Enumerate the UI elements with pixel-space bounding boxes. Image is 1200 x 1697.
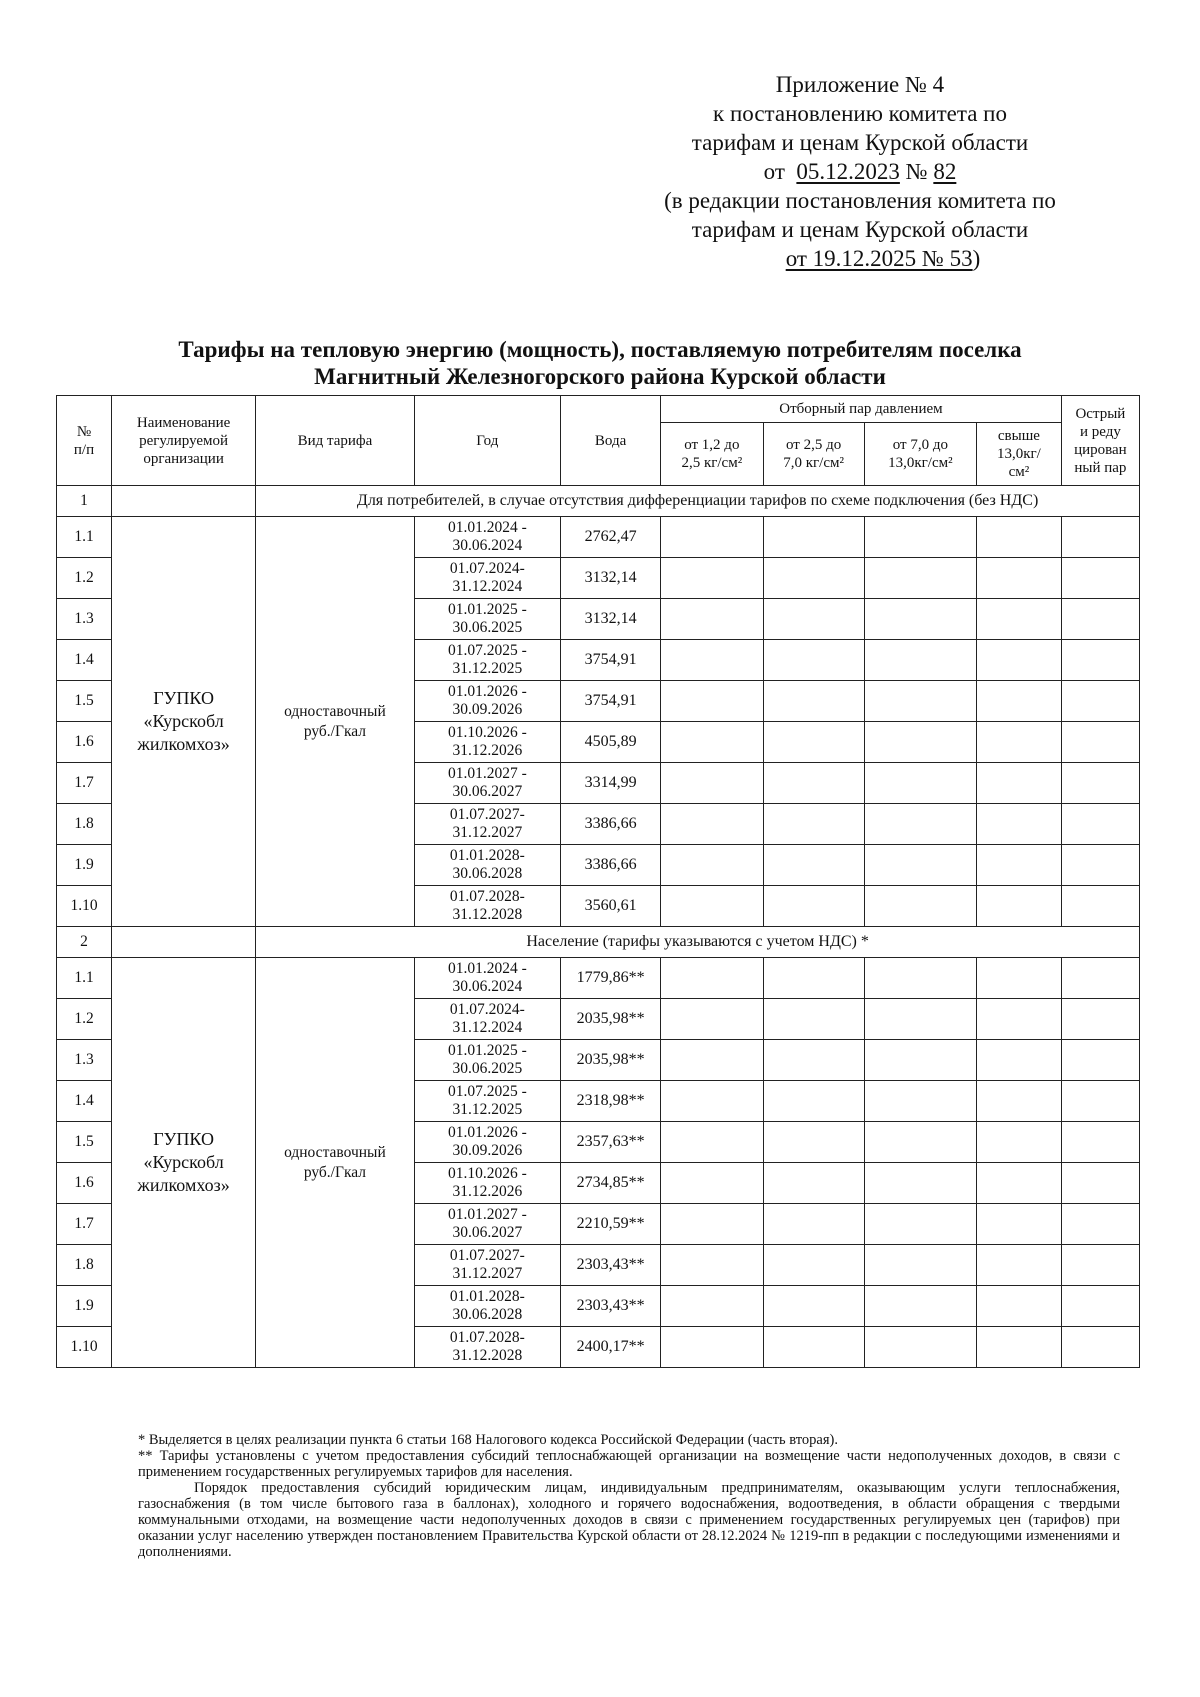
period-from: 01.01.2028- bbox=[449, 847, 525, 864]
steam-3-cell bbox=[864, 640, 976, 681]
water-tariff: 2762,47 bbox=[561, 517, 661, 558]
sharp-steam-cell bbox=[1061, 1327, 1139, 1368]
organization-name-line: «Курскобл bbox=[143, 711, 224, 731]
row-number: 1.1 bbox=[57, 517, 112, 558]
sharp-steam-cell bbox=[1061, 599, 1139, 640]
period-to: 31.12.2026 bbox=[452, 742, 523, 759]
row-number: 1.10 bbox=[57, 1327, 112, 1368]
tariff-kind-line: одноставочный bbox=[284, 1143, 386, 1161]
header-steam-1: от 1,2 до 2,5 кг/см² bbox=[661, 423, 763, 486]
water-tariff: 3754,91 bbox=[561, 681, 661, 722]
table-row bbox=[57, 517, 1140, 558]
period-from: 01.01.2024 - bbox=[447, 519, 527, 536]
tariff-kind bbox=[256, 958, 414, 1368]
steam-4-cell bbox=[977, 845, 1062, 886]
appendix-line: тарифам и ценам Курской области bbox=[691, 130, 1029, 155]
period-cell bbox=[414, 722, 560, 763]
period-to: 31.12.2026 bbox=[452, 1183, 523, 1200]
period-to: 30.06.2028 bbox=[452, 1306, 523, 1323]
period-to: 31.12.2028 bbox=[452, 906, 523, 923]
title-line: Тарифы на тепловую энергию (мощность), поставляемую потребителям поселка bbox=[178, 337, 1022, 362]
water-tariff: 2318,98** bbox=[561, 1081, 661, 1122]
period-from: 01.07.2027- bbox=[449, 1247, 525, 1264]
organization-name-line: «Курскобл bbox=[143, 1152, 224, 1172]
steam-4-cell bbox=[977, 722, 1062, 763]
period-to: 30.06.2025 bbox=[452, 1060, 523, 1077]
period-to: 30.09.2026 bbox=[452, 701, 523, 718]
row-number: 1.7 bbox=[57, 763, 112, 804]
water-tariff: 2210,59** bbox=[561, 1204, 661, 1245]
steam-2-cell bbox=[763, 1245, 864, 1286]
footnote-1: * Выделяется в целях реализации пункта 6 статьи 168 Налогового кодекса Российской Федерации (часть вторая). bbox=[138, 1432, 838, 1448]
tariff-kind-line: одноставочный bbox=[284, 702, 386, 720]
steam-3-cell bbox=[864, 1122, 976, 1163]
steam-1-cell bbox=[661, 763, 763, 804]
row-number: 1.10 bbox=[57, 886, 112, 927]
row-number: 1.6 bbox=[57, 1163, 112, 1204]
steam-2-cell bbox=[763, 845, 864, 886]
header-sharp-steam: Острый и реду цирован ный пар bbox=[1061, 396, 1139, 486]
appendix-line: (в редакции постановления комитета по bbox=[664, 188, 1056, 213]
water-tariff: 2035,98** bbox=[561, 1040, 661, 1081]
section-1-body bbox=[57, 486, 1140, 927]
steam-2-cell bbox=[763, 958, 864, 999]
header-tariff-kind: Вид тарифа bbox=[256, 396, 414, 486]
period-from: 01.10.2026 - bbox=[447, 724, 527, 741]
steam-3-cell bbox=[864, 599, 976, 640]
steam-1-cell bbox=[661, 1286, 763, 1327]
sharp-steam-cell bbox=[1061, 1286, 1139, 1327]
appendix-close-paren: ) bbox=[972, 246, 981, 271]
appendix-from-label: от bbox=[763, 159, 785, 184]
steam-1-cell bbox=[661, 681, 763, 722]
steam-2-cell bbox=[763, 1081, 864, 1122]
steam-2-cell bbox=[763, 1163, 864, 1204]
row-number: 1.3 bbox=[57, 599, 112, 640]
steam-4-cell bbox=[977, 1081, 1062, 1122]
period-from: 01.01.2025 - bbox=[447, 601, 527, 618]
steam-2-cell bbox=[763, 681, 864, 722]
steam-1-cell bbox=[661, 1204, 763, 1245]
appendix-header bbox=[600, 70, 1120, 273]
organization-name-line: жилкомхоз» bbox=[137, 1175, 230, 1195]
period-to: 31.12.2025 bbox=[452, 1101, 523, 1118]
row-number: 1.2 bbox=[57, 999, 112, 1040]
period-to: 30.06.2025 bbox=[452, 619, 523, 636]
period-cell bbox=[414, 1040, 560, 1081]
steam-3-cell bbox=[864, 763, 976, 804]
steam-2-cell bbox=[763, 804, 864, 845]
steam-2-cell bbox=[763, 886, 864, 927]
row-number: 1.6 bbox=[57, 722, 112, 763]
row-number: 1.5 bbox=[57, 1122, 112, 1163]
appendix-line: тарифам и ценам Курской области bbox=[691, 217, 1029, 242]
period-cell bbox=[414, 1081, 560, 1122]
steam-3-cell bbox=[864, 804, 976, 845]
row-number: 1.8 bbox=[57, 804, 112, 845]
water-tariff: 3314,99 bbox=[561, 763, 661, 804]
steam-4-cell bbox=[977, 1040, 1062, 1081]
period-to: 30.06.2024 bbox=[452, 978, 523, 995]
water-tariff: 2357,63** bbox=[561, 1122, 661, 1163]
period-to: 30.06.2027 bbox=[452, 783, 523, 800]
steam-1-cell bbox=[661, 886, 763, 927]
period-cell bbox=[414, 558, 560, 599]
sharp-steam-cell bbox=[1061, 804, 1139, 845]
row-number: 1.4 bbox=[57, 1081, 112, 1122]
water-tariff: 2303,43** bbox=[561, 1286, 661, 1327]
steam-2-cell bbox=[763, 1327, 864, 1368]
water-tariff: 3754,91 bbox=[561, 640, 661, 681]
steam-2-cell bbox=[763, 722, 864, 763]
organization-name-line: ГУПКО bbox=[153, 688, 214, 708]
steam-4-cell bbox=[977, 763, 1062, 804]
sharp-steam-cell bbox=[1061, 558, 1139, 599]
steam-1-cell bbox=[661, 845, 763, 886]
steam-3-cell bbox=[864, 886, 976, 927]
section-number: 1 bbox=[57, 486, 112, 517]
period-from: 01.07.2025 - bbox=[447, 1083, 527, 1100]
steam-3-cell bbox=[864, 845, 976, 886]
period-to: 31.12.2027 bbox=[452, 824, 523, 841]
appendix-date-line bbox=[600, 157, 1120, 186]
sharp-steam-cell bbox=[1061, 999, 1139, 1040]
water-tariff: 3386,66 bbox=[561, 845, 661, 886]
steam-2-cell bbox=[763, 1204, 864, 1245]
sharp-steam-cell bbox=[1061, 1040, 1139, 1081]
sharp-steam-cell bbox=[1061, 886, 1139, 927]
row-number: 1.1 bbox=[57, 958, 112, 999]
water-tariff: 2734,85** bbox=[561, 1163, 661, 1204]
steam-1-cell bbox=[661, 958, 763, 999]
steam-2-cell bbox=[763, 763, 864, 804]
period-to: 31.12.2028 bbox=[452, 1347, 523, 1364]
header-year: Год bbox=[414, 396, 560, 486]
steam-3-cell bbox=[864, 1286, 976, 1327]
period-from: 01.07.2028- bbox=[449, 888, 525, 905]
steam-1-cell bbox=[661, 1327, 763, 1368]
row-number: 1.2 bbox=[57, 558, 112, 599]
steam-4-cell bbox=[977, 1204, 1062, 1245]
sharp-steam-cell bbox=[1061, 722, 1139, 763]
period-cell bbox=[414, 763, 560, 804]
steam-3-cell bbox=[864, 558, 976, 599]
steam-4-cell bbox=[977, 1327, 1062, 1368]
period-cell bbox=[414, 1286, 560, 1327]
document-title bbox=[60, 336, 1140, 390]
steam-1-cell bbox=[661, 517, 763, 558]
steam-1-cell bbox=[661, 599, 763, 640]
steam-2-cell bbox=[763, 558, 864, 599]
period-cell bbox=[414, 681, 560, 722]
water-tariff: 3386,66 bbox=[561, 804, 661, 845]
steam-2-cell bbox=[763, 1122, 864, 1163]
water-tariff: 3560,61 bbox=[561, 886, 661, 927]
row-number: 1.7 bbox=[57, 1204, 112, 1245]
table-row bbox=[57, 958, 1140, 999]
row-number: 1.3 bbox=[57, 1040, 112, 1081]
water-tariff: 1779,86** bbox=[561, 958, 661, 999]
sharp-steam-cell bbox=[1061, 845, 1139, 886]
steam-4-cell bbox=[977, 681, 1062, 722]
sharp-steam-cell bbox=[1061, 1081, 1139, 1122]
appendix-no-label: № bbox=[905, 159, 928, 184]
steam-1-cell bbox=[661, 1081, 763, 1122]
steam-4-cell bbox=[977, 958, 1062, 999]
header-steam-4: свыше 13,0кг/ см² bbox=[977, 423, 1062, 486]
sharp-steam-cell bbox=[1061, 1163, 1139, 1204]
steam-1-cell bbox=[661, 722, 763, 763]
steam-2-cell bbox=[763, 999, 864, 1040]
row-number: 1.5 bbox=[57, 681, 112, 722]
organization-name bbox=[112, 958, 256, 1368]
water-tariff: 3132,14 bbox=[561, 599, 661, 640]
period-to: 30.09.2026 bbox=[452, 1142, 523, 1159]
steam-3-cell bbox=[864, 1081, 976, 1122]
steam-1-cell bbox=[661, 999, 763, 1040]
steam-3-cell bbox=[864, 1327, 976, 1368]
steam-3-cell bbox=[864, 722, 976, 763]
period-from: 01.07.2024- bbox=[449, 1001, 525, 1018]
section-label: Для потребителей, в случае отсутствия дифференциации тарифов по схеме подключения (без НДС) bbox=[256, 486, 1140, 517]
steam-4-cell bbox=[977, 804, 1062, 845]
period-cell bbox=[414, 845, 560, 886]
header-steam-3: от 7,0 до 13,0кг/см² bbox=[864, 423, 976, 486]
sharp-steam-cell bbox=[1061, 958, 1139, 999]
sharp-steam-cell bbox=[1061, 1122, 1139, 1163]
sharp-steam-cell bbox=[1061, 640, 1139, 681]
steam-4-cell bbox=[977, 599, 1062, 640]
period-from: 01.01.2028- bbox=[449, 1288, 525, 1305]
period-cell bbox=[414, 517, 560, 558]
steam-1-cell bbox=[661, 640, 763, 681]
header-num: № п/п bbox=[57, 396, 112, 486]
period-cell bbox=[414, 640, 560, 681]
steam-4-cell bbox=[977, 999, 1062, 1040]
appendix-line: Приложение № 4 bbox=[775, 72, 945, 97]
steam-4-cell bbox=[977, 517, 1062, 558]
period-from: 01.01.2024 - bbox=[447, 960, 527, 977]
section-number: 2 bbox=[57, 927, 112, 958]
steam-1-cell bbox=[661, 804, 763, 845]
steam-4-cell bbox=[977, 1163, 1062, 1204]
period-to: 31.12.2024 bbox=[452, 1019, 523, 1036]
appendix-date: 05.12.2023 bbox=[796, 159, 900, 184]
tariff-table bbox=[56, 395, 1140, 1368]
steam-2-cell bbox=[763, 1040, 864, 1081]
steam-4-cell bbox=[977, 1286, 1062, 1327]
organization-name bbox=[112, 517, 256, 927]
sharp-steam-cell bbox=[1061, 1245, 1139, 1286]
tariff-kind-line: руб./Гкал bbox=[303, 1163, 366, 1181]
tariff-kind-line: руб./Гкал bbox=[303, 722, 366, 740]
water-tariff: 2035,98** bbox=[561, 999, 661, 1040]
steam-4-cell bbox=[977, 1245, 1062, 1286]
footnote-3: Порядок предоставления субсидий юридическим лицам, индивидуальным предпринимателям, оказывающим услуги теплоснабжения, газоснабжения (в том числе бытового газа в баллонах), холодного и горячего водоснабжения, водоотведения, в области обращения с твердыми коммунальными отходами, на возмещение части недополученных доходов в связи с применением государственных регулируемых цен (тарифов) при оказании услуг населению утвержден постановлением Правительства Курской области от 28.12.2024 № 1219-пп в редакции с последующими изменениями и дополнениями. bbox=[138, 1480, 1120, 1560]
row-number: 1.9 bbox=[57, 845, 112, 886]
header-organization: Наименование регулируемой организации bbox=[112, 396, 256, 486]
period-from: 01.07.2024- bbox=[449, 560, 525, 577]
period-from: 01.01.2026 - bbox=[447, 1124, 527, 1141]
period-to: 30.06.2024 bbox=[452, 537, 523, 554]
water-tariff: 2400,17** bbox=[561, 1327, 661, 1368]
steam-3-cell bbox=[864, 681, 976, 722]
header-steam-2: от 2,5 до 7,0 кг/см² bbox=[763, 423, 864, 486]
header-water: Вода bbox=[561, 396, 661, 486]
period-cell bbox=[414, 1245, 560, 1286]
period-cell bbox=[414, 1122, 560, 1163]
steam-3-cell bbox=[864, 958, 976, 999]
steam-1-cell bbox=[661, 1040, 763, 1081]
period-cell bbox=[414, 1163, 560, 1204]
period-from: 01.07.2025 - bbox=[447, 642, 527, 659]
steam-4-cell bbox=[977, 1122, 1062, 1163]
organization-name-line: ГУПКО bbox=[153, 1129, 214, 1149]
sharp-steam-cell bbox=[1061, 763, 1139, 804]
steam-2-cell bbox=[763, 517, 864, 558]
period-from: 01.07.2027- bbox=[449, 806, 525, 823]
footnote-2: ** Тарифы установлены с учетом предоставления субсидий теплоснабжающей организации на возмещение части недополученных доходов, в связи с применением государственных регулируемых тарифов для населения. bbox=[138, 1448, 1120, 1480]
tariff-kind bbox=[256, 517, 414, 927]
period-from: 01.01.2027 - bbox=[447, 765, 527, 782]
period-cell bbox=[414, 999, 560, 1040]
sharp-steam-cell bbox=[1061, 681, 1139, 722]
steam-2-cell bbox=[763, 1286, 864, 1327]
steam-4-cell bbox=[977, 640, 1062, 681]
steam-4-cell bbox=[977, 558, 1062, 599]
period-from: 01.01.2026 - bbox=[447, 683, 527, 700]
steam-3-cell bbox=[864, 1245, 976, 1286]
steam-3-cell bbox=[864, 517, 976, 558]
period-from: 01.01.2025 - bbox=[447, 1042, 527, 1059]
period-cell bbox=[414, 1204, 560, 1245]
period-cell bbox=[414, 804, 560, 845]
period-to: 30.06.2027 bbox=[452, 1224, 523, 1241]
water-tariff: 2303,43** bbox=[561, 1245, 661, 1286]
header-steam-group: Отборный пар давлением bbox=[661, 396, 1062, 423]
row-number: 1.4 bbox=[57, 640, 112, 681]
footnotes bbox=[138, 1432, 1120, 1560]
sharp-steam-cell bbox=[1061, 1204, 1139, 1245]
steam-3-cell bbox=[864, 1040, 976, 1081]
period-cell bbox=[414, 886, 560, 927]
organization-name-line: жилкомхоз» bbox=[137, 734, 230, 754]
title-line: Магнитный Железногорского района Курской области bbox=[314, 364, 886, 389]
steam-1-cell bbox=[661, 1245, 763, 1286]
period-from: 01.10.2026 - bbox=[447, 1165, 527, 1182]
steam-3-cell bbox=[864, 1163, 976, 1204]
section-label: Население (тарифы указываются с учетом НДС) * bbox=[256, 927, 1140, 958]
steam-2-cell bbox=[763, 599, 864, 640]
period-to: 31.12.2027 bbox=[452, 1265, 523, 1282]
period-from: 01.07.2028- bbox=[449, 1329, 525, 1346]
steam-1-cell bbox=[661, 1122, 763, 1163]
period-from: 01.01.2027 - bbox=[447, 1206, 527, 1223]
steam-1-cell bbox=[661, 558, 763, 599]
steam-4-cell bbox=[977, 886, 1062, 927]
row-number: 1.9 bbox=[57, 1286, 112, 1327]
steam-1-cell bbox=[661, 1163, 763, 1204]
period-cell bbox=[414, 599, 560, 640]
row-number: 1.8 bbox=[57, 1245, 112, 1286]
appendix-edition-ref: от 19.12.2025 № 53 bbox=[785, 246, 973, 271]
period-to: 31.12.2025 bbox=[452, 660, 523, 677]
section-blank bbox=[112, 927, 256, 958]
steam-2-cell bbox=[763, 640, 864, 681]
period-to: 30.06.2028 bbox=[452, 865, 523, 882]
section-2-body bbox=[57, 927, 1140, 1368]
water-tariff: 3132,14 bbox=[561, 558, 661, 599]
appendix-number: 82 bbox=[933, 159, 957, 184]
period-cell bbox=[414, 958, 560, 999]
sharp-steam-cell bbox=[1061, 517, 1139, 558]
steam-3-cell bbox=[864, 999, 976, 1040]
period-to: 31.12.2024 bbox=[452, 578, 523, 595]
appendix-line: к постановлению комитета по bbox=[713, 101, 1007, 126]
period-cell bbox=[414, 1327, 560, 1368]
steam-3-cell bbox=[864, 1204, 976, 1245]
water-tariff: 4505,89 bbox=[561, 722, 661, 763]
appendix-edition-line bbox=[600, 244, 1120, 273]
section-blank bbox=[112, 486, 256, 517]
